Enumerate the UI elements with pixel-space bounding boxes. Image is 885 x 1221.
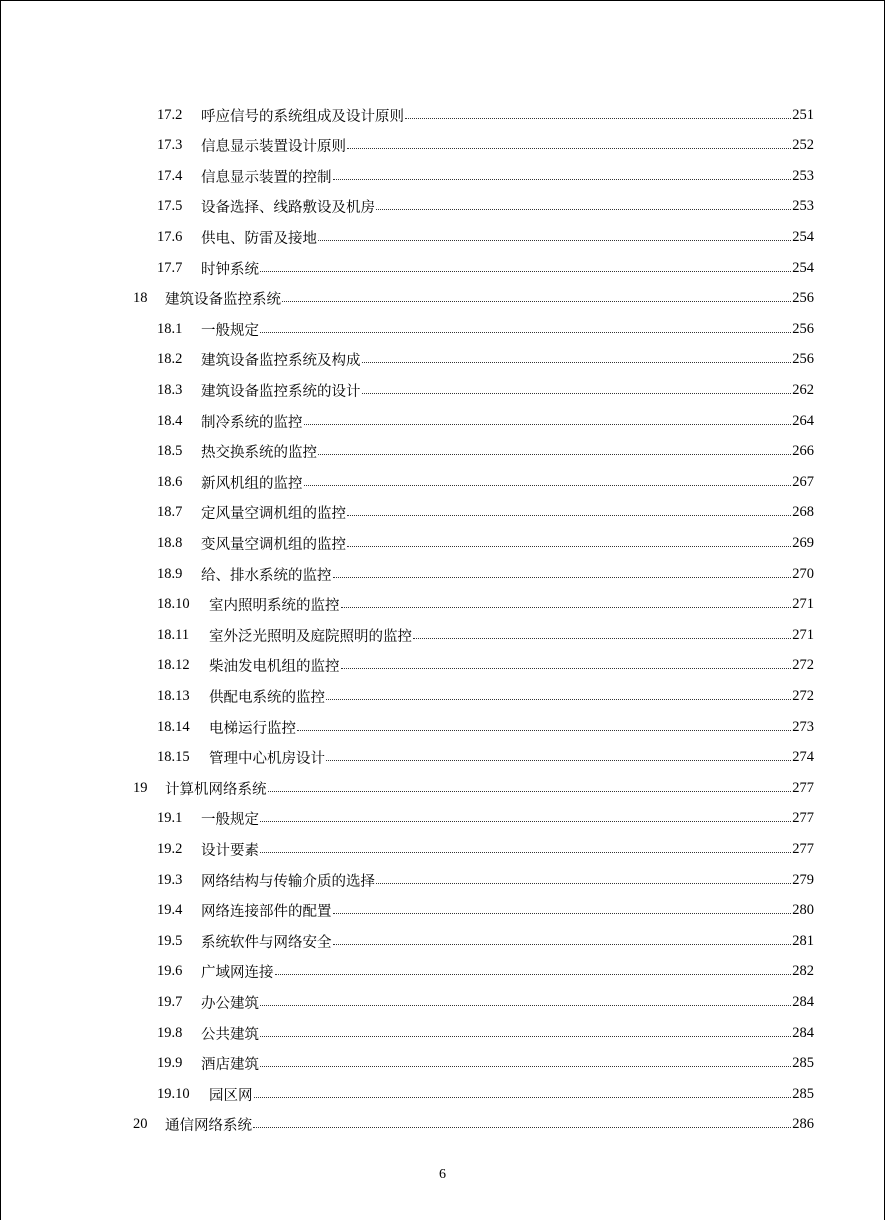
- toc-entry-title: 通信网络系统: [165, 1118, 252, 1135]
- toc-entry-page: 277: [792, 810, 814, 827]
- toc-entry-page: 256: [792, 320, 814, 337]
- toc-entry-page: 282: [792, 963, 814, 980]
- toc-entry-number: 17.4: [157, 167, 183, 184]
- toc-entry-title: 园区网: [209, 1087, 253, 1104]
- toc-entry-number: 18.13: [157, 687, 190, 704]
- toc-entry-page: 264: [792, 412, 814, 429]
- toc-section-entry[interactable]: [157, 1079, 814, 1109]
- toc-dot-leader: [405, 118, 791, 119]
- toc-entry-title: 室外泛光照明及庭院照明的监控: [209, 628, 412, 645]
- toc-dot-leader: [260, 852, 791, 853]
- toc-entry-number: 17.2: [157, 106, 183, 123]
- toc-entry-number: 17.7: [157, 259, 183, 276]
- toc-entry-page: 284: [792, 1024, 814, 1041]
- toc-dot-leader: [260, 1066, 791, 1067]
- toc-entry-number: 20: [133, 1116, 148, 1133]
- toc-entry-number: 19.3: [157, 871, 183, 888]
- toc-entry-page: 266: [792, 443, 814, 460]
- toc-dot-leader: [362, 393, 792, 394]
- toc-entry-number: 19.6: [157, 963, 183, 980]
- toc-entry-title: 网络结构与传输介质的选择: [201, 873, 375, 890]
- toc-entry-page: 253: [792, 198, 814, 215]
- toc-entry-page: 280: [792, 902, 814, 919]
- toc-dot-leader: [260, 821, 791, 822]
- toc-entry-page: 254: [792, 259, 814, 276]
- toc-dot-leader: [318, 240, 791, 241]
- toc-section-entry[interactable]: [157, 590, 814, 620]
- toc-entry-page: 262: [792, 381, 814, 398]
- toc-entry-title: 时钟系统: [201, 261, 259, 278]
- toc-entry-page: 251: [792, 106, 814, 123]
- toc-section-entry[interactable]: [157, 743, 814, 773]
- toc-section-entry[interactable]: [157, 406, 814, 436]
- toc-entry-page: 286: [792, 1116, 814, 1133]
- toc-entry-number: 18.15: [157, 749, 190, 766]
- toc-entry-title: 新风机组的监控: [201, 475, 303, 492]
- toc-entry-title: 广域网连接: [201, 965, 274, 982]
- toc-dot-leader: [347, 546, 791, 547]
- toc-entry-number: 18.10: [157, 596, 190, 613]
- toc-entry-page: 253: [792, 167, 814, 184]
- toc-section-entry[interactable]: [157, 437, 814, 467]
- toc-dot-leader: [254, 1097, 792, 1098]
- toc-dot-leader: [347, 148, 791, 149]
- toc-entry-page: 269: [792, 534, 814, 551]
- toc-dot-leader: [376, 209, 791, 210]
- toc-entry-number: 18.5: [157, 443, 183, 460]
- toc-section-entry[interactable]: [157, 804, 814, 834]
- toc-dot-leader: [347, 515, 791, 516]
- toc-entry-page: 274: [792, 749, 814, 766]
- toc-entry-number: 18.9: [157, 565, 183, 582]
- toc-entry-title: 制冷系统的监控: [201, 414, 303, 431]
- toc-dot-leader: [376, 883, 791, 884]
- toc-entry-number: 18.6: [157, 473, 183, 490]
- toc-dot-leader: [304, 485, 792, 486]
- toc-section-entry[interactable]: [157, 314, 814, 344]
- toc-entry-number: 18.11: [157, 626, 190, 643]
- toc-entry-title: 建筑设备监控系统的设计: [201, 383, 361, 400]
- toc-entry-number: 19.8: [157, 1024, 183, 1041]
- toc-entry-number: 19.10: [157, 1085, 190, 1102]
- toc-entry-title: 建筑设备监控系统及构成: [201, 353, 361, 370]
- toc-chapter-entry[interactable]: [133, 773, 814, 803]
- toc-entry-number: 19.1: [157, 810, 183, 827]
- toc-section-entry[interactable]: [157, 926, 814, 956]
- toc-entry-page: 271: [792, 626, 814, 643]
- toc-dot-leader: [260, 271, 791, 272]
- toc-section-entry[interactable]: [157, 620, 814, 650]
- toc-entry-page: 271: [792, 596, 814, 613]
- toc-dot-leader: [333, 577, 792, 578]
- toc-entry-number: 19.7: [157, 993, 183, 1010]
- toc-entry-title: 给、排水系统的监控: [201, 567, 332, 584]
- toc-section-entry[interactable]: [157, 559, 814, 589]
- toc-entry-title: 信息显示装置的控制: [201, 169, 332, 186]
- toc-entry-page: 281: [792, 932, 814, 949]
- toc-entry-page: 277: [792, 779, 814, 796]
- toc-dot-leader: [341, 607, 792, 608]
- toc-dot-leader: [326, 760, 791, 761]
- toc-entry-number: 18.7: [157, 504, 183, 521]
- toc-dot-leader: [333, 179, 792, 180]
- toc-entry-title: 柴油发电机组的监控: [209, 659, 340, 676]
- toc-dot-leader: [326, 699, 791, 700]
- toc-section-entry[interactable]: [157, 498, 814, 528]
- toc-section-entry[interactable]: [157, 896, 814, 926]
- toc-entry-page: 252: [792, 137, 814, 154]
- toc-section-entry[interactable]: [157, 131, 814, 161]
- toc-entry-number: 17.5: [157, 198, 183, 215]
- toc-entry-page: 268: [792, 504, 814, 521]
- toc-entry-page: 285: [792, 1085, 814, 1102]
- toc-section-entry[interactable]: [157, 222, 814, 252]
- toc-entry-title: 信息显示装置设计原则: [201, 139, 346, 156]
- toc-section-entry[interactable]: [157, 865, 814, 895]
- toc-entry-title: 供配电系统的监控: [209, 689, 325, 706]
- toc-entry-title: 热交换系统的监控: [201, 445, 317, 462]
- toc-entry-page: 272: [792, 657, 814, 674]
- toc-entry-title: 一般规定: [201, 322, 259, 339]
- toc-section-entry[interactable]: [157, 161, 814, 191]
- toc-section-entry[interactable]: [157, 345, 814, 375]
- toc-entry-number: 17.3: [157, 137, 183, 154]
- toc-entry-title: 变风量空调机组的监控: [201, 536, 346, 553]
- toc-entry-page: 270: [792, 565, 814, 582]
- toc-entry-title: 公共建筑: [201, 1026, 259, 1043]
- toc-entry-number: 18.14: [157, 718, 190, 735]
- toc-entry-page: 285: [792, 1055, 814, 1072]
- toc-chapter-entry[interactable]: [133, 284, 814, 314]
- toc-entry-title: 设计要素: [201, 842, 259, 859]
- toc-dot-leader: [413, 638, 791, 639]
- toc-dot-leader: [268, 791, 792, 792]
- toc-dot-leader: [297, 730, 791, 731]
- toc-dot-leader: [362, 362, 792, 363]
- toc-section-entry[interactable]: [157, 253, 814, 283]
- toc-chapter-entry[interactable]: [133, 1110, 814, 1140]
- toc-section-entry[interactable]: [157, 528, 814, 558]
- toc-entry-title: 设备选择、线路敷设及机房: [201, 200, 375, 217]
- toc-dot-leader: [282, 301, 791, 302]
- toc-entry-title: 定风量空调机组的监控: [201, 506, 346, 523]
- toc-section-entry[interactable]: [157, 681, 814, 711]
- toc-dot-leader: [318, 454, 791, 455]
- toc-entry-number: 18.1: [157, 320, 183, 337]
- toc-entry-page: 279: [792, 871, 814, 888]
- page-number: 6: [439, 1167, 446, 1182]
- toc-dot-leader: [253, 1127, 791, 1128]
- toc-dot-leader: [260, 332, 791, 333]
- toc-dot-leader: [333, 913, 792, 914]
- toc-dot-leader: [275, 974, 792, 975]
- toc-entry-number: 18.4: [157, 412, 183, 429]
- toc-entry-number: 18.2: [157, 351, 183, 368]
- toc-entry-number: 19.5: [157, 932, 183, 949]
- toc-entry-page: 284: [792, 993, 814, 1010]
- toc-entry-title: 管理中心机房设计: [209, 751, 325, 768]
- toc-entry-title: 建筑设备监控系统: [165, 292, 281, 309]
- toc-entry-title: 呼应信号的系统组成及设计原则: [201, 108, 404, 125]
- toc-section-entry[interactable]: [157, 192, 814, 222]
- toc-section-entry[interactable]: [157, 1049, 814, 1079]
- toc-dot-leader: [333, 944, 792, 945]
- toc-entry-number: 18.12: [157, 657, 190, 674]
- toc-section-entry[interactable]: [157, 1018, 814, 1048]
- toc-entry-title: 办公建筑: [201, 995, 259, 1012]
- toc-section-entry[interactable]: [157, 467, 814, 497]
- toc-dot-leader: [341, 668, 792, 669]
- toc-entry-title: 计算机网络系统: [165, 781, 267, 798]
- toc-entry-page: 273: [792, 718, 814, 735]
- toc-entry-number: 18: [133, 290, 148, 307]
- toc-entry-page: 277: [792, 840, 814, 857]
- toc-entry-page: 256: [792, 290, 814, 307]
- toc-entry-number: 18.3: [157, 381, 183, 398]
- toc-entry-number: 19.9: [157, 1055, 183, 1072]
- toc-section-entry[interactable]: [157, 375, 814, 405]
- toc-section-entry[interactable]: [157, 651, 814, 681]
- toc-entry-page: 256: [792, 351, 814, 368]
- toc-entry-title: 供电、防雷及接地: [201, 230, 317, 247]
- toc-section-entry[interactable]: [157, 100, 814, 130]
- toc-entry-title: 网络连接部件的配置: [201, 904, 332, 921]
- toc-entry-number: 19: [133, 779, 148, 796]
- toc-entry-title: 室内照明系统的监控: [209, 598, 340, 615]
- toc-section-entry[interactable]: [157, 834, 814, 864]
- toc-entry-number: 18.8: [157, 534, 183, 551]
- toc-entry-title: 一般规定: [201, 812, 259, 829]
- toc-entry-number: 19.2: [157, 840, 183, 857]
- toc-entry-page: 272: [792, 687, 814, 704]
- toc-entry-page: 254: [792, 228, 814, 245]
- toc-entry-title: 酒店建筑: [201, 1057, 259, 1074]
- toc-entry-title: 系统软件与网络安全: [201, 934, 332, 951]
- toc-dot-leader: [260, 1005, 791, 1006]
- toc-entry-title: 电梯运行监控: [209, 720, 296, 737]
- toc-section-entry[interactable]: [157, 957, 814, 987]
- toc-section-entry[interactable]: [157, 712, 814, 742]
- toc-entry-number: 19.4: [157, 902, 183, 919]
- toc-entry-page: 267: [792, 473, 814, 490]
- toc-dot-leader: [260, 1036, 791, 1037]
- toc-entry-number: 17.6: [157, 228, 183, 245]
- toc-section-entry[interactable]: [157, 987, 814, 1017]
- toc-dot-leader: [304, 424, 792, 425]
